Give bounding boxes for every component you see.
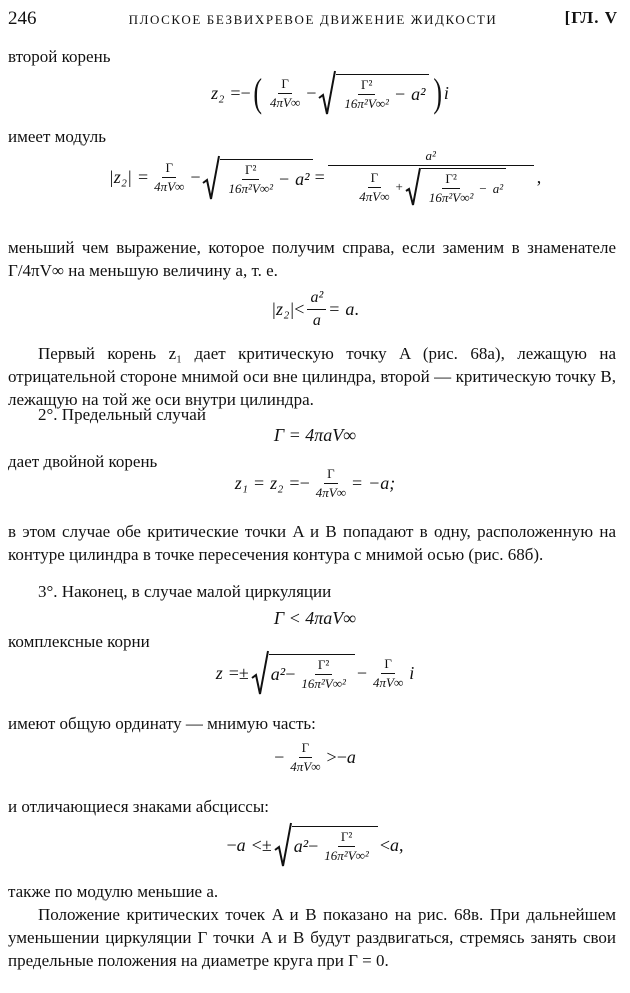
chapter-label: [ГЛ. V (564, 8, 618, 27)
paragraph-common-ordinate: имеют общую ординату — мнимую часть: (8, 714, 316, 733)
equation-abscissa-bounds: − a < ± a² − $\frac{\text{Γ²}}{\text{16π²V∞²}}$ < a , (0, 822, 630, 868)
page-header (8, 8, 618, 34)
equation-z2: z₂ = − ( $\frac{\Gamma}{4\pi V\infty}$ − $\frac{\text{Γ²}}{\text{16π²V∞²}}$ − a² ) i (211, 70, 449, 115)
paragraph-small-circulation: 3°. Наконец, в случае малой циркуляции (38, 582, 332, 601)
paragraph-double-root: дает двойной корень (8, 452, 158, 471)
paragraph-first-root: Первый корень z₁ дает критическую точку A (рис. 68а), лежащую на отрицательной стороне мнимой оси вне цилиндра, второй — критическую точку B, лежащую на той же оси внутри цилиндра. (8, 344, 616, 409)
equation-modulus-z2: |z₂| = $\frac{\Gamma}{4\pi V\infty}$ − $\frac{\text{Γ²}}{\text{16π²V∞²}}$ − a² = a² $\frac{\Gamma}{4\pi V\infty}$ + $\frac{\text{Γ²}}{\text{16π²V∞²}}$ − a² , (108, 148, 542, 205)
paragraph-abscissas: и отличающиеся знаками абсциссы: (8, 797, 269, 816)
page-number: 246 (8, 8, 37, 29)
equation-gamma-less: Γ < 4πaV∞ (273, 608, 357, 628)
paragraph-complex-roots: комплексные корни (8, 632, 150, 651)
paragraph-critical-positions: Положение критических точек A и B показано на рис. 68в. При дальнейшем уменьшении циркуляции Γ точки A и B будут раздвигаться, стремясь занять свои предельные положения на диаметре круга при Γ = 0. (8, 905, 616, 970)
paragraph-second-root: второй корень (8, 47, 111, 66)
paragraph-modulus: имеет модуль (8, 127, 107, 146)
running-title: ПЛОСКОЕ БЕЗВИХРЕВОЕ ДВИЖЕНИЕ ЖИДКОСТИ (128, 12, 498, 27)
equation-gamma-equal: Γ = 4πaV∞ (273, 425, 357, 445)
paragraph-smaller-expression: меньший чем выражение, которое получим справа, если заменим в знаменателе Γ/4πV∞ на меньшую величину a, т. е. (8, 238, 616, 280)
paragraph-also-smaller: также по модулю меньшие a. (8, 882, 219, 901)
equation-complex-roots: z = ± a² − $\frac{\text{Γ²}}{\text{16π²V∞²}}$ − $\frac{\Gamma}{4\pi V\infty}$ i (0, 650, 630, 696)
equation-ordinate: − $\frac{\Gamma}{4\pi V\infty}$ > − a (274, 740, 356, 774)
equation-double-root: z₁ = z₂ = − $\frac{\Gamma}{4\pi V\infty}$ = −a; (234, 466, 396, 500)
equation-inequality: |z₂| < $\frac{\text{a²}}{a}$ = a . (271, 289, 359, 329)
paragraph-coinciding-points: в этом случае обе критические точки A и B попадают в одну, расположенную на контуре цилиндра в точке пересечения контура с мнимой осью (рис. 68б). (8, 522, 616, 564)
paragraph-limit-case: 2°. Предельный случай (38, 405, 206, 424)
